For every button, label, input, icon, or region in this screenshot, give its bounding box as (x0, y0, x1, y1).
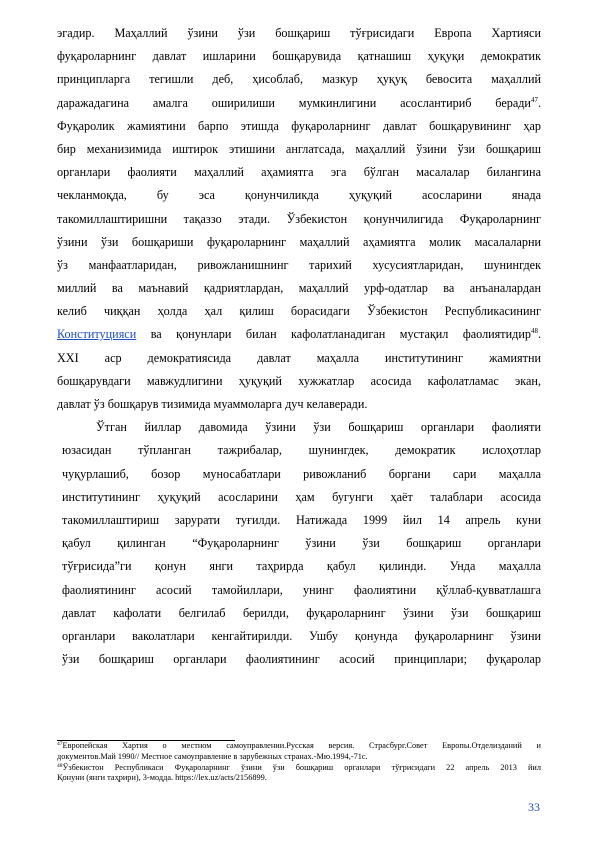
paragraph-line: юзасидан тўпланган тажрибалар, шунингдек, демократик ислоҳотлар (62, 443, 541, 458)
paragraph-line: такомиллаштириш зарурати туғилди. Натижада 1999 йил 14 апрель куни (62, 512, 541, 527)
footnote-text: Европейская Хартия о местном самоуправлении.Русская версия. Страсбург.Совет Европы.Отделизданий и (62, 741, 541, 750)
footnote-ref[interactable]: 47 (530, 95, 538, 104)
constitution-link[interactable]: Конституцияси (57, 327, 137, 342)
paragraph-line: чекланмоқда, бу эса қонунчиликда ҳуқуқий асосларини янада (57, 188, 541, 203)
paragraph-line: фуқароларнинг давлат ишларини бошқарувида қатнашиш ҳуқуқи демократик (57, 49, 541, 64)
paragraph-line: ўзи бошқариш органлари фаолиятининг асосий принциплари; фуқаролар (62, 652, 541, 667)
page-number: 33 (528, 800, 540, 814)
line-text: даражадагина амалга оширилиши мумкинлигини асослантириб беради (57, 95, 531, 110)
paragraph-line: Конституцияси ва қонунлари билан кафолатланадиган мустақил фаолиятидир$^{48}$. (57, 327, 541, 342)
paragraph-line: бошқарувдаги мавжудлигини ҳуқуқий хужжатлар асосида кафолатламас экан, (57, 373, 541, 388)
paragraph-line: давлат ўз бошқарув тизимида муаммоларга дуч келаверади. (57, 397, 368, 411)
paragraph-line: эгадир. Маҳаллий ўзини ўзи бошқариш тўғрисидаги Европа Хартияси (57, 26, 541, 40)
paragraph-line: такомиллаштиришни тақаззо этади. Ўзбекистон қонунчилигида Фуқароларнинг (57, 211, 541, 226)
paragraph-line: қабул қилинган “Фуқароларнинг ўзини ўзи бошқариш органлари (62, 536, 541, 551)
paragraph-line: Фуқаролик жамиятини барпо этишда фуқароларнинг давлат бошқарувининг ҳар (57, 118, 541, 133)
paragraph-line: органлари фаолияти маҳаллий аҳамиятга эга бўлган масалалар билангина (57, 165, 541, 180)
footnote-number: 47 (57, 741, 63, 747)
paragraph-line: фаолиятининг асосий тамойиллари, унинг фаолиятини қўллаб-қувватлашга (62, 582, 541, 597)
paragraph-line: миллий ва маънавий қадриятлардан, маҳаллий урф-одатлар ва анъаналардан (57, 281, 541, 296)
paragraph-line: принципларга тегишли деб, ҳисоблаб, мазкур ҳуқуқ бевосита маҳаллий (57, 72, 541, 87)
paragraph-line: ўз манфаатларидан, ривожланишнинг тарихий хусусиятларидан, шунингдек (57, 257, 541, 272)
body-text (57, 22, 541, 671)
paragraph-line: институтининг ҳуқуқий асосларини ҳам бугунги ҳаёт талаблари асосида (62, 489, 541, 504)
footnote-ref[interactable]: 48 (530, 327, 538, 336)
footnote-line: документов.Май 1990// Местное самоуправление в зарубежных странах.-Мю.1994,-71с. (57, 751, 368, 761)
footnote-line: Қонуни (янги таҳрири), 3-модда. https://lex.uz/acts/2156899. (57, 773, 267, 783)
paragraph-line: келиб чиққан ҳолда ҳал қилиш борасидаги Ўзбекистон Республикасининг (57, 304, 541, 319)
paragraph-line: Ўтган йиллар давомида ўзини ўзи бошқариш органлари фаолияти (96, 420, 541, 435)
paragraph-line: XXI аср демократиясида давлат маҳалла институтининг жамиятни (57, 350, 541, 365)
paragraph-1 (57, 22, 541, 416)
paragraph-line: даражадагина амалга оширилиши мумкинлигини асослантириб беради$^{47}$. (57, 95, 541, 110)
paragraph-line: органлари ваколатлари кенгайтирилди. Ушбу қонунда фуқароларнинг ўзини (62, 628, 541, 643)
footnote-line (57, 763, 541, 774)
line-text: ва қонунлари билан кафолатланадиган мустақил фаолиятидир (136, 327, 531, 342)
paragraph-line: ўзини ўзи бошқариши фуқароларнинг маҳаллий аҳамиятга молик масалаларни (57, 234, 541, 249)
paragraph-line: тўғрисида”ги қонун янги таҳрирда қабул қилинди. Унда маҳалла (62, 559, 541, 574)
footnote-number: 48 (57, 762, 63, 769)
paragraph-2 (62, 416, 541, 671)
footnote-text: Ўзбекистон Республикаси Фуқароларнинг ўзини ўзи бошқариш органлари тўғрисидаги 22 апрель 2013 йил (62, 762, 541, 772)
paragraph-line: бир механизимида иштирок этишини англатсада, маҳаллий ўзини ўзи бошқариш (57, 141, 541, 156)
paragraph-line: чуқурлашиб, бозор муносабатлари ривожланиб боргани сари маҳалла (62, 466, 541, 481)
paragraph-line: давлат кафолати белгилаб берилди, фуқароларнинг ўзини ўзи бошқариш (62, 605, 541, 620)
footnote-line (57, 741, 541, 752)
footnotes (57, 741, 541, 784)
